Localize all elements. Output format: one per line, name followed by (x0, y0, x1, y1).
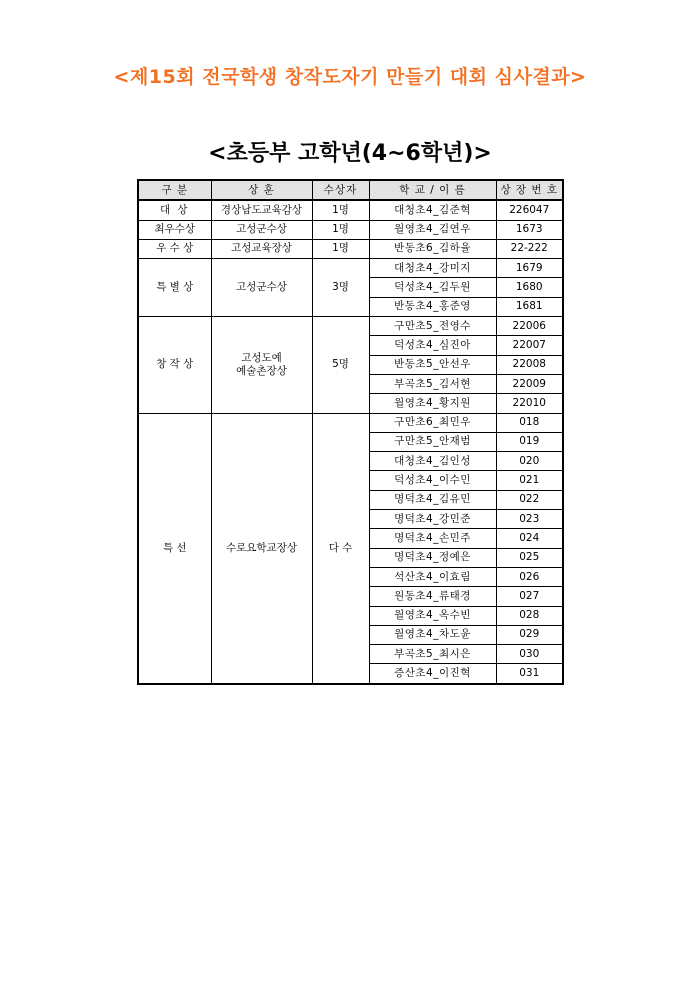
category-cell: 창 작 상 (138, 317, 211, 413)
awards-table (137, 179, 564, 685)
student-cell: 반동초5_안선우 (369, 355, 496, 374)
student-cell: 반동초6_김하율 (369, 239, 496, 258)
number-cell: 1673 (496, 220, 563, 239)
student-cell: 구만초6_최민우 (369, 413, 496, 432)
number-cell: 024 (496, 529, 563, 548)
number-cell: 023 (496, 510, 563, 529)
number-cell: 025 (496, 548, 563, 567)
number-cell: 22-222 (496, 239, 563, 258)
table-row (138, 259, 563, 278)
student-cell: 부곡초5_김서현 (369, 374, 496, 393)
number-cell: 22009 (496, 374, 563, 393)
award-line: 예술촌장상 (236, 364, 287, 377)
student-cell: 원동초4_류태경 (369, 587, 496, 606)
header-certificate-number: 상 장 번 호 (496, 180, 563, 200)
table-header-row (138, 180, 563, 200)
student-cell: 대청초4_김준혁 (369, 200, 496, 220)
number-cell: 226047 (496, 200, 563, 220)
student-cell: 반동초4_홍준영 (369, 297, 496, 316)
number-cell: 018 (496, 413, 563, 432)
award-cell: 고성교육장상 (211, 239, 312, 258)
number-cell: 028 (496, 606, 563, 625)
header-award: 상 훈 (211, 180, 312, 200)
number-cell: 022 (496, 490, 563, 509)
table-row (138, 413, 563, 432)
number-cell: 22006 (496, 317, 563, 336)
number-cell: 1680 (496, 278, 563, 297)
student-cell: 월영초4_김연우 (369, 220, 496, 239)
page-title: <제15회 전국학생 창작도자기 만들기 대회 심사결과> (113, 66, 587, 88)
student-cell: 부곡초5_최시은 (369, 645, 496, 664)
student-cell: 월영초4_황지원 (369, 394, 496, 413)
number-cell: 029 (496, 625, 563, 644)
student-cell: 구만초5_전영수 (369, 317, 496, 336)
category-cell: 특 별 상 (138, 259, 211, 317)
student-cell: 명덕초4_김유민 (369, 490, 496, 509)
number-cell: 020 (496, 452, 563, 471)
count-cell: 다 수 (312, 413, 369, 684)
number-cell: 031 (496, 664, 563, 684)
table-row (138, 317, 563, 336)
count-cell: 5명 (312, 317, 369, 413)
award-cell: 고성군수상 (211, 220, 312, 239)
award-cell: 수로요학교장상 (211, 413, 312, 684)
number-cell: 22010 (496, 394, 563, 413)
table-row (138, 220, 563, 239)
award-cell (211, 317, 312, 413)
number-cell: 027 (496, 587, 563, 606)
number-cell: 22008 (496, 355, 563, 374)
number-cell: 019 (496, 432, 563, 451)
count-cell: 3명 (312, 259, 369, 317)
count-cell: 1명 (312, 200, 369, 220)
number-cell: 1679 (496, 259, 563, 278)
student-cell: 명덕초4_손민주 (369, 529, 496, 548)
header-school-name: 학 교 / 이 름 (369, 180, 496, 200)
award-cell: 경상남도교육감상 (211, 200, 312, 220)
number-cell: 021 (496, 471, 563, 490)
student-cell: 석산초4_이효림 (369, 567, 496, 586)
number-cell: 030 (496, 645, 563, 664)
student-cell: 명덕초4_강민준 (369, 510, 496, 529)
header-count: 수상자 (312, 180, 369, 200)
student-cell: 덕성초4_이수민 (369, 471, 496, 490)
count-cell: 1명 (312, 239, 369, 258)
student-cell: 대청초4_강미지 (369, 259, 496, 278)
table-row (138, 239, 563, 258)
student-cell: 구만초5_안재범 (369, 432, 496, 451)
student-cell: 대청초4_김인성 (369, 452, 496, 471)
section-title: <초등부 고학년(4~6학년)> (208, 141, 492, 166)
award-line: 고성도예 (241, 351, 282, 364)
number-cell: 22007 (496, 336, 563, 355)
category-cell: 최우수상 (138, 220, 211, 239)
student-cell: 덕성초4_김두원 (369, 278, 496, 297)
award-cell: 고성군수상 (211, 259, 312, 317)
number-cell: 1681 (496, 297, 563, 316)
category-cell: 특 선 (138, 413, 211, 684)
student-cell: 월영초4_옥수빈 (369, 606, 496, 625)
student-cell: 덕성초4_심진아 (369, 336, 496, 355)
student-cell: 명덕초4_정예은 (369, 548, 496, 567)
table-row (138, 200, 563, 220)
student-cell: 증산초4_이진혁 (369, 664, 496, 684)
number-cell: 026 (496, 567, 563, 586)
category-cell: 우 수 상 (138, 239, 211, 258)
header-category: 구 분 (138, 180, 211, 200)
category-cell: 대 상 (138, 200, 211, 220)
count-cell: 1명 (312, 220, 369, 239)
student-cell: 월영초4_차도윤 (369, 625, 496, 644)
